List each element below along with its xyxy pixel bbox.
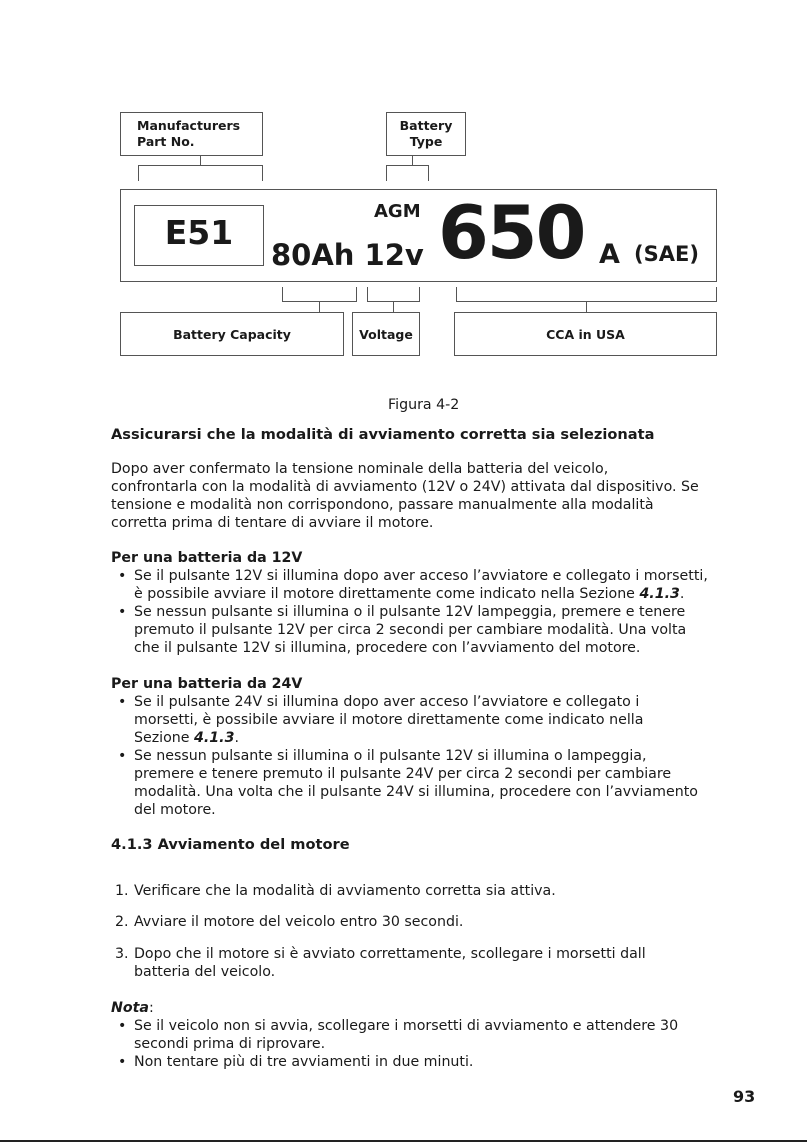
period: . xyxy=(234,730,239,746)
type-bracket xyxy=(386,165,429,181)
part-code-text: E51 xyxy=(164,213,234,252)
step-line: Dopo che il motore si è avviato correttamente, scollegare i morsetti dall xyxy=(134,946,646,962)
step-line: Avviare il motore del veicolo entro 30 secondi. xyxy=(134,914,464,930)
connector-line xyxy=(200,156,201,165)
cca-bracket xyxy=(456,287,717,302)
battery-type-text: AGM xyxy=(374,201,421,222)
paragraph-line: corretta prima di tentare di avviare il motore. xyxy=(111,515,434,531)
cca-box xyxy=(454,312,717,356)
battery-capacity-label: Battery Capacity xyxy=(173,326,291,342)
bullet-line xyxy=(134,586,684,604)
bullet-line xyxy=(134,730,239,748)
bullet-line: Se il pulsante 12V si illumina dopo aver acceso l’avviatore e collegato i morsetti, xyxy=(134,568,708,584)
page-number: 93 xyxy=(733,1087,756,1106)
section-heading-413: 4.1.3 Avviamento del motore xyxy=(111,836,350,853)
bullet-line: modalità. Una volta che il pulsante 24V si illumina, procedere con l’avviamento xyxy=(134,784,698,800)
bullet-line: premere e tenere premuto il pulsante 24V per circa 2 secondi per cambiare xyxy=(134,766,672,782)
cca-label: CCA in USA xyxy=(546,326,625,342)
bullet-icon: • xyxy=(118,1018,127,1034)
step-line: Verificare che la modalità di avviamento corretta sia attiva. xyxy=(134,883,556,899)
battery-capacity-box xyxy=(120,312,344,356)
manufacturers-part-no-box xyxy=(120,112,263,156)
bullet-line: premuto il pulsante 12V per circa 2 secondi per cambiare modalità. Una volta xyxy=(134,622,687,638)
capacity-bracket xyxy=(282,287,357,302)
bullet-line-text: Sezione xyxy=(134,730,195,746)
step-number: 3. xyxy=(115,946,129,962)
figure-caption: Figura 4-2 xyxy=(388,397,460,413)
cca-unit-text: A xyxy=(599,239,620,270)
note-colon: : xyxy=(148,1000,154,1016)
section-reference: 4.1.3 xyxy=(639,586,680,602)
subheading-12v: Per una batteria da 12V xyxy=(111,550,303,566)
voltage-box xyxy=(352,312,420,356)
section-reference: 4.1.3 xyxy=(194,730,235,746)
voltage-bracket xyxy=(367,287,420,302)
bullet-line: Se nessun pulsante si illumina o il pulsante 12V lampeggia, premere e tenere xyxy=(134,604,686,620)
battery-type-label: Battery Type xyxy=(399,118,453,149)
bullet-line: che il pulsante 12V si illumina, procedere con l’avviamento del motore. xyxy=(134,640,641,656)
step-line: batteria del veicolo. xyxy=(134,964,276,980)
cca-value-text: 650 xyxy=(438,191,585,276)
part-no-bracket xyxy=(138,165,263,181)
bullet-icon: • xyxy=(118,1054,127,1070)
subheading-24v: Per una batteria da 24V xyxy=(111,676,303,692)
paragraph-line: tensione e modalità non corrispondono, passare manualmente alla modalità xyxy=(111,497,654,513)
sae-text: (SAE) xyxy=(634,242,699,266)
footer-rule xyxy=(0,1140,807,1142)
manufacturers-part-no-label: Manufacturers Part No. xyxy=(137,118,241,149)
bullet-line-text: è possibile avviare il motore direttamente come indicato nella Sezione xyxy=(134,586,640,602)
period: . xyxy=(679,586,685,602)
bullet-icon: • xyxy=(118,604,127,620)
paragraph-line: confrontarla con la modalità di avviamento (12V o 24V) attivata dal dispositivo. Se xyxy=(111,479,699,495)
bullet-line: Se il veicolo non si avvia, scollegare i morsetti di avviamento e attendere 30 xyxy=(134,1018,679,1034)
note-label xyxy=(111,1000,154,1018)
connector-line xyxy=(412,156,413,165)
bullet-line: del motore. xyxy=(134,802,216,818)
bullet-line: secondi prima di riprovare. xyxy=(134,1036,326,1052)
bullet-line: Se nessun pulsante si illumina o il pulsante 12V si illumina o lampeggia, xyxy=(134,748,647,764)
bullet-line: morsetti, è possibile avviare il motore direttamente come indicato nella xyxy=(134,712,644,728)
bullet-line: Non tentare più di tre avviamenti in due minuti. xyxy=(134,1054,474,1070)
bullet-icon: • xyxy=(118,694,127,710)
paragraph-line: Dopo aver confermato la tensione nominale della batteria del veicolo, xyxy=(111,461,609,477)
section-heading: Assicurarsi che la modalità di avviamento corretta sia selezionata xyxy=(111,426,655,443)
capacity-voltage-text: 80Ah 12v xyxy=(271,238,424,272)
bullet-line: Se il pulsante 24V si illumina dopo aver acceso l’avviatore e collegato i xyxy=(134,694,640,710)
step-number: 1. xyxy=(115,883,129,899)
note-label-text: Nota xyxy=(111,1000,149,1016)
voltage-label: Voltage xyxy=(359,326,413,342)
battery-type-box xyxy=(386,112,466,156)
bullet-icon: • xyxy=(118,748,127,764)
bullet-icon: • xyxy=(118,568,127,584)
step-number: 2. xyxy=(115,914,129,930)
